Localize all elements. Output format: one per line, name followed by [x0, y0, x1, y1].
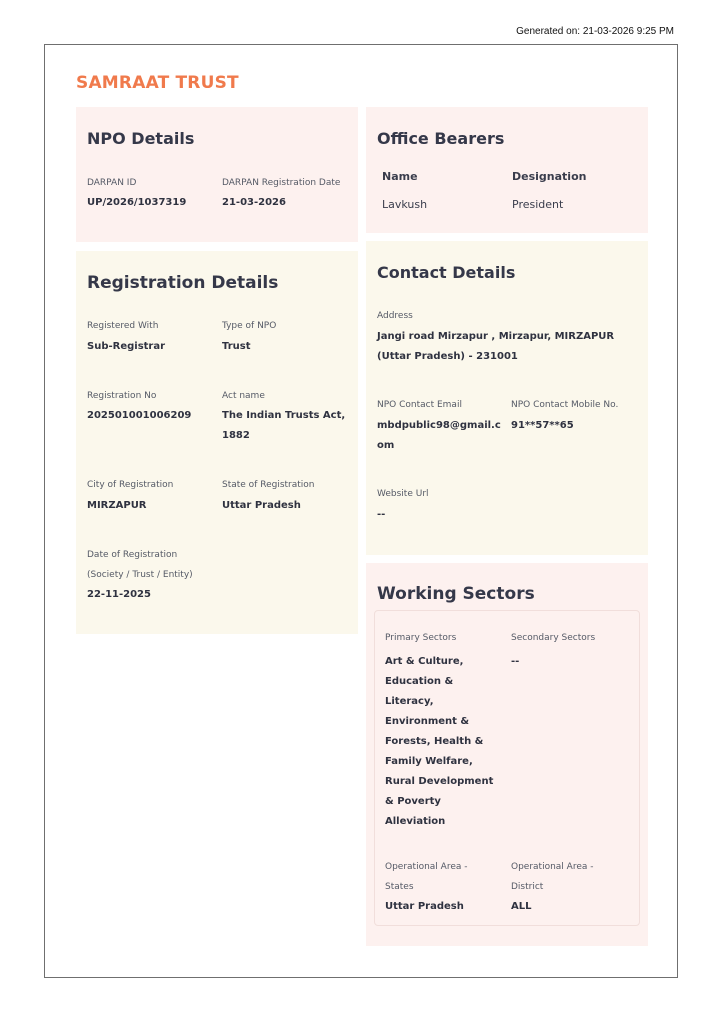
registration-details-card — [76, 251, 358, 634]
act-name-label: Act name — [222, 391, 265, 401]
darpan-reg-date-label: DARPAN Registration Date — [222, 178, 341, 188]
registration-details-title: Registration Details — [87, 273, 279, 293]
act-name-value: The Indian Trusts Act, 1882 — [222, 410, 346, 441]
npo-details-card — [76, 107, 358, 242]
operational-district-label: Operational Area - District — [511, 862, 594, 892]
working-sectors-card — [366, 563, 648, 946]
state-of-registration-label: State of Registration — [222, 480, 315, 490]
state-of-registration-value: Uttar Pradesh — [222, 500, 301, 511]
secondary-sectors-label: Secondary Sectors — [511, 633, 596, 643]
website-label: Website Url — [377, 489, 429, 499]
registered-with-value: Sub-Registrar — [87, 341, 166, 352]
registration-no-value: 202501001006209 — [87, 410, 192, 421]
trust-name: SAMRAAT TRUST — [76, 73, 239, 93]
city-of-registration-label: City of Registration — [87, 480, 174, 490]
contact-mobile-label: NPO Contact Mobile No. — [511, 400, 619, 410]
bearer-designation-header: Designation — [512, 170, 587, 183]
contact-email-value: mbdpublic98@gmail.com — [377, 420, 501, 451]
darpan-reg-date-value: 21-03-2026 — [222, 197, 286, 208]
npo-details-title: NPO Details — [87, 129, 195, 148]
office-bearers-title: Office Bearers — [377, 129, 505, 148]
npo-type-label: Type of NPO — [222, 321, 277, 331]
contact-email-label: NPO Contact Email — [377, 400, 462, 410]
registered-with-label: Registered With — [87, 321, 159, 331]
darpan-id-value: UP/2026/1037319 — [87, 197, 187, 208]
website-value: -- — [377, 509, 386, 520]
office-bearers-card — [366, 107, 648, 233]
working-sectors-title: Working Sectors — [377, 584, 535, 604]
address-value: Jangi road Mirzapur , Mirzapur, MIRZAPUR (Uttar Pradesh) - 231001 — [377, 331, 615, 362]
sectors-panel — [374, 610, 640, 926]
date-of-registration-value: 22-11-2025 — [87, 589, 151, 600]
bearer-name-header: Name — [382, 170, 418, 183]
operational-states-label: Operational Area - States — [385, 862, 468, 892]
secondary-sectors-value: -- — [511, 656, 520, 667]
npo-type-value: Trust — [222, 341, 251, 352]
bearer-designation: President — [512, 198, 564, 211]
bearer-name: Lavkush — [382, 198, 428, 211]
registration-no-label: Registration No — [87, 391, 157, 401]
city-of-registration-value: MIRZAPUR — [87, 500, 147, 511]
operational-district-value: ALL — [511, 901, 532, 912]
darpan-id-label: DARPAN ID — [87, 178, 137, 188]
primary-sectors-label: Primary Sectors — [385, 633, 457, 643]
primary-sectors-value: Art & Culture, Education & Literacy, Environment & Forests, Health & Family Welfare, Rural Development & Poverty Alleviation — [385, 656, 494, 827]
contact-details-card — [366, 241, 648, 555]
address-label: Address — [377, 311, 413, 321]
generated-timestamp: Generated on: 21-03-2026 9:25 PM — [516, 26, 674, 37]
contact-details-title: Contact Details — [377, 263, 516, 282]
contact-mobile-value: 91**57**65 — [511, 420, 574, 431]
date-of-registration-label: Date of Registration (Society / Trust / Entity) — [87, 550, 193, 580]
operational-states-value: Uttar Pradesh — [385, 901, 464, 912]
